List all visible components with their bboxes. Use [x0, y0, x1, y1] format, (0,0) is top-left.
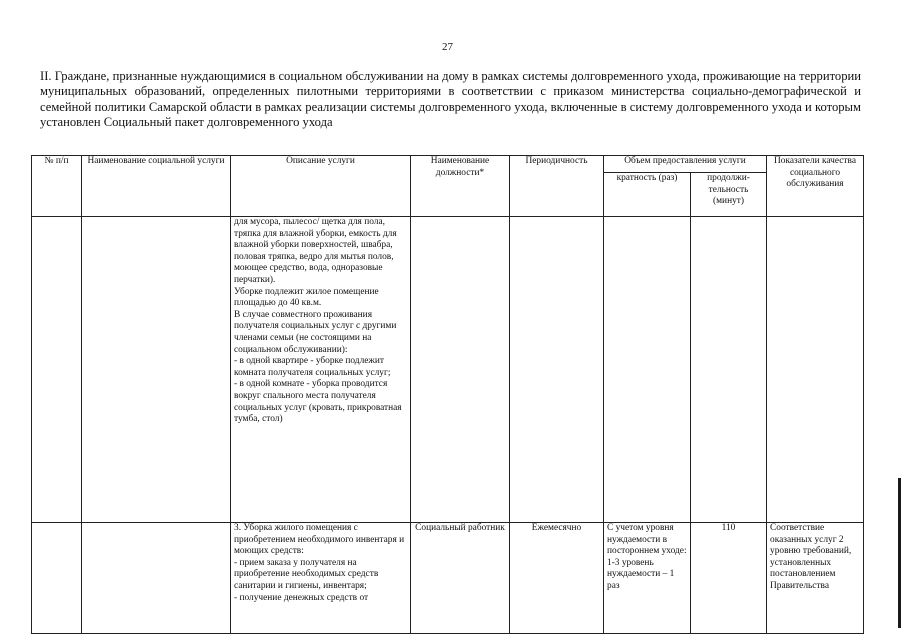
cell-quality: Соответствие оказанных услуг 2 уровню требований, установленных постановлением Правительства: [767, 523, 864, 634]
cell-num: [32, 523, 82, 634]
cell-description: [231, 217, 411, 523]
header-num: № п/п: [32, 156, 82, 217]
cell-position: Социальный работник: [411, 523, 510, 634]
section-heading: II. Граждане, признанные нуждающимися в социальном обслуживании на дому в рамках системы долговременного ухода, проживающие на территории муниципальных образований, определенных пилотными территориями в соответствии с приказом министерства социально-демографической и семейной политики Самарской области в рамках реализации системы долговременного ухода, включенные в систему долговременного ухода и которым установлен Социальный пакет долговременного ухода: [40, 69, 861, 130]
description-text: для мусора, пылесос/ щетка для пола, тряпка для влажной уборки, емкость для влажной уборки поверхностей, швабра, половая тряпка, ведро для мытья полов, моющее средство, вода, одноразовые перчатки). Уборке подлежит жилое помещение площадью до 40 кв.м. В случае совместного проживания получателя социальных услуг с другими членами семьи (не состоящими на социальном обслуживании): - в одной квартире - уборке подлежит комната получателя социальных услуг; - в одной комнате - уборка проводится вокруг спального места получателя социальных услуг (кровать, прикроватная тумба, стол): [234, 217, 402, 425]
table-body: [32, 217, 864, 634]
services-table: [31, 155, 864, 634]
cell-frequency: [604, 217, 691, 523]
cell-quality: [767, 217, 864, 523]
header-frequency: кратность (раз): [604, 173, 691, 217]
table-row: [32, 523, 864, 634]
header-service-name: Наименование социальной услуги: [82, 156, 231, 217]
header-duration: продолжи-тельность (минут): [691, 173, 767, 217]
cell-periodicity: [510, 217, 604, 523]
frequency-text: С учетом уровня нуждаемости в постороннем уходе: 1-3 уровень нуждаемости – 1 раз: [607, 523, 687, 591]
cell-frequency: [604, 523, 691, 634]
cell-num: [32, 217, 82, 523]
header-quality: Показатели качества социального обслуживания: [767, 156, 864, 217]
table-header: [32, 156, 864, 217]
header-volume-group: Объем предоставления услуги: [604, 156, 767, 173]
cell-periodicity: Ежемесячно: [510, 523, 604, 634]
cell-duration: [691, 217, 767, 523]
page-number: 27: [442, 41, 453, 53]
cell-position: [411, 217, 510, 523]
scan-edge-mark: [898, 478, 901, 628]
header-position: Наименование должности*: [411, 156, 510, 217]
description-text: 3. Уборка жилого помещения с приобретением необходимого инвентаря и моющих средств: - прием заказа у получателя на приобретение необходимых средств санитарии и гигиены, инвентаря; - получение денежных средств от: [234, 523, 405, 603]
cell-description: [231, 523, 411, 634]
cell-service-name: [82, 217, 231, 523]
table-row: [32, 217, 864, 523]
cell-service-name: [82, 523, 231, 634]
header-description: Описание услуги: [231, 156, 411, 217]
header-periodicity: Периодичность: [510, 156, 604, 217]
cell-duration: 110: [691, 523, 767, 634]
